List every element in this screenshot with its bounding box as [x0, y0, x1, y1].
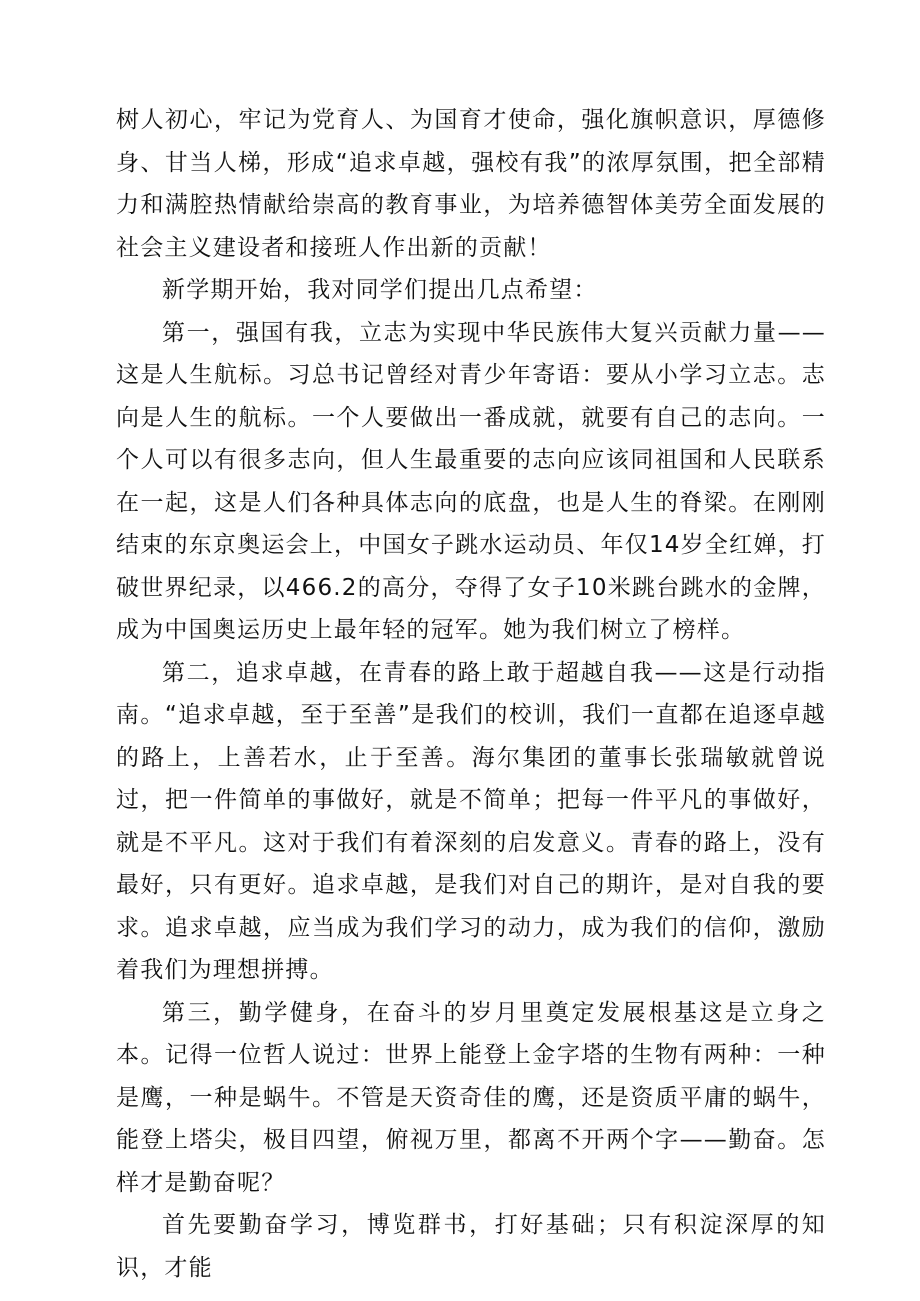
paragraph-intro-hopes: 新学期开始，我对同学们提出几点希望：	[162, 277, 598, 303]
paragraph-first-point: 第一，强国有我，立志为实现中华民族伟大复兴贡献力量——这是人生航标。习总书记曾经对青少年寄语：要从小学习立志。志向是人生的航标。一个人要做出一番成就，就要有自己的志向。一个人可以有很多志向，但人生最重要的志向应该同祖国和人民联系在一起，这是人们各种具体志向的底盘，也是人生的脊梁。在刚刚结束的东京奥运会上，中国女子跳水运动员、年仅14岁全红婵，打破世界纪录，以466.2的高分，夺得了女子10米跳台跳水的金牌，成为中国奥运历史上最年轻的冠军。她为我们树立了榜样。	[116, 319, 826, 643]
paragraph-continuation: 树人初心，牢记为党育人、为国育才使命，强化旗帜意识，厚德修身、甘当人梯，形成“追求卓越，强校有我”的浓厚氛围，把全部精力和满腔热情献给崇高的教育事业，为培养德智体美劳全面发展的社会主义建设者和接班人作出新的贡献！	[116, 107, 826, 261]
document-body	[116, 99, 826, 1289]
paragraph-third-point: 第三，勤学健身，在奋斗的岁月里奠定发展根基这是立身之本。记得一位哲人说过：世界上能登上金字塔的生物有两种：一种是鹰，一种是蜗牛。不管是天资奇佳的鹰，还是资质平庸的蜗牛，能登上塔尖，极目四望，俯视万里，都离不开两个字——勤奋。怎样才是勤奋呢？	[116, 999, 826, 1196]
paragraph-study-hard: 首先要勤奋学习，博览群书，打好基础；只有积淀深厚的知识，才能	[116, 1212, 826, 1281]
paragraph-second-point: 第二，追求卓越，在青春的路上敢于超越自我——这是行动指南。“追求卓越，至于至善”是我们的校训，我们一直都在追逐卓越的路上，上善若水，止于至善。海尔集团的董事长张瑞敏就曾说过，把一件简单的事做好，就是不简单；把每一件平凡的事做好，就是不平凡。这对于我们有着深刻的启发意义。青春的路上，没有最好，只有更好。追求卓越，是我们对自己的期许，是对自我的要求。追求卓越，应当成为我们学习的动力，成为我们的信仰，激励着我们为理想拼搏。	[116, 659, 826, 983]
